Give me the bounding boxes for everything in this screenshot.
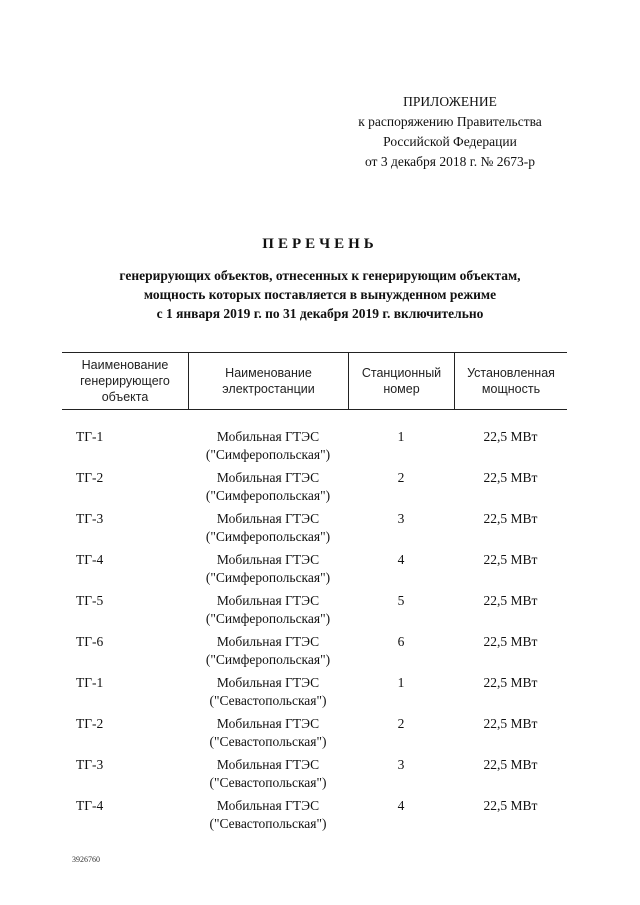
- cell-power-text: 22,5 МВт: [483, 757, 538, 772]
- header-text: Станционный: [361, 366, 442, 380]
- cell-object: [62, 797, 188, 838]
- cell-object-text: ТГ-1: [76, 675, 104, 690]
- table-row: [62, 469, 567, 510]
- cell-plant-text: ("Севастопольская"): [209, 775, 327, 790]
- cell-object: [62, 715, 188, 756]
- cell-plant: [188, 715, 348, 756]
- cell-station-number-text: 1: [397, 429, 405, 444]
- cell-power: [454, 428, 567, 469]
- cell-plant: [188, 592, 348, 633]
- table-row: [62, 592, 567, 633]
- cell-station-number-text: 4: [397, 552, 405, 567]
- table-row: [62, 715, 567, 756]
- document-subtitle: [40, 266, 600, 323]
- cell-power: [454, 469, 567, 510]
- cell-station-number-text: 6: [397, 634, 405, 649]
- subtitle-line-1: генерирующих объектов, отнесенных к генерирующим объектам,: [119, 268, 521, 283]
- header-text: Установленная: [467, 366, 555, 380]
- cell-object-text: ТГ-5: [76, 593, 104, 608]
- cell-power-text: 22,5 МВт: [483, 716, 538, 731]
- cell-object: [62, 428, 188, 469]
- cell-plant-text: Мобильная ГТЭС: [216, 429, 320, 444]
- cell-power: [454, 797, 567, 838]
- cell-plant-text: ("Симферопольская"): [205, 652, 331, 667]
- cell-station-number: [348, 510, 454, 551]
- cell-plant-text: ("Севастопольская"): [209, 816, 327, 831]
- cell-plant: [188, 428, 348, 469]
- cell-plant-text: Мобильная ГТЭС: [216, 675, 320, 690]
- cell-object-text: ТГ-2: [76, 470, 104, 485]
- cell-object: [62, 633, 188, 674]
- cell-power-text: 22,5 МВт: [483, 511, 538, 526]
- cell-power: [454, 510, 567, 551]
- cell-power: [454, 551, 567, 592]
- cell-plant-text: Мобильная ГТЭС: [216, 511, 320, 526]
- cell-power: [454, 674, 567, 715]
- header-object-name: [62, 353, 188, 409]
- cell-power: [454, 633, 567, 674]
- cell-object-text: ТГ-2: [76, 716, 104, 731]
- header-text: номер: [383, 382, 420, 396]
- cell-plant-text: ("Симферопольская"): [205, 611, 331, 626]
- subtitle-line-3: с 1 января 2019 г. по 31 декабря 2019 г. включительно: [156, 306, 484, 321]
- cell-power-text: 22,5 МВт: [483, 634, 538, 649]
- cell-power-text: 22,5 МВт: [483, 593, 538, 608]
- header-plant-name: [188, 353, 348, 409]
- cell-plant: [188, 756, 348, 797]
- cell-station-number: [348, 428, 454, 469]
- cell-station-number: [348, 674, 454, 715]
- header-text: генерирующего: [80, 374, 170, 388]
- cell-plant-text: Мобильная ГТЭС: [216, 470, 320, 485]
- cell-object: [62, 551, 188, 592]
- appendix-label: ПРИЛОЖЕНИЕ: [403, 94, 497, 109]
- cell-plant: [188, 633, 348, 674]
- cell-object: [62, 592, 188, 633]
- appendix-block: [330, 92, 570, 172]
- cell-station-number: [348, 592, 454, 633]
- cell-plant-text: ("Симферопольская"): [205, 529, 331, 544]
- table-row: [62, 428, 567, 469]
- cell-object-text: ТГ-3: [76, 757, 104, 772]
- document-title: ПЕРЕЧЕНЬ: [262, 236, 378, 252]
- header-installed-power: [454, 353, 567, 409]
- cell-object-text: ТГ-4: [76, 798, 104, 813]
- cell-power-text: 22,5 МВт: [483, 798, 538, 813]
- table-header: [62, 352, 567, 410]
- subtitle-line-2: мощность которых поставляется в вынужденном режиме: [143, 287, 497, 302]
- cell-plant-text: ("Симферопольская"): [205, 570, 331, 585]
- document-number: 3926760: [72, 855, 100, 864]
- cell-object: [62, 756, 188, 797]
- table-row: [62, 756, 567, 797]
- cell-plant-text: ("Севастопольская"): [209, 693, 327, 708]
- cell-station-number-text: 2: [397, 716, 405, 731]
- cell-station-number: [348, 633, 454, 674]
- cell-station-number: [348, 551, 454, 592]
- header-text: объекта: [101, 390, 149, 404]
- cell-station-number-text: 1: [397, 675, 405, 690]
- cell-power: [454, 592, 567, 633]
- cell-station-number-text: 3: [397, 511, 405, 526]
- cell-object-text: ТГ-4: [76, 552, 104, 567]
- cell-station-number: [348, 797, 454, 838]
- cell-station-number: [348, 756, 454, 797]
- table-body: [62, 428, 567, 838]
- cell-plant-text: Мобильная ГТЭС: [216, 593, 320, 608]
- cell-plant-text: Мобильная ГТЭС: [216, 552, 320, 567]
- cell-object: [62, 469, 188, 510]
- cell-power-text: 22,5 МВт: [483, 675, 538, 690]
- header-station-number: [348, 353, 454, 409]
- cell-plant-text: ("Симферопольская"): [205, 488, 331, 503]
- cell-object: [62, 510, 188, 551]
- header-text: Наименование: [225, 366, 312, 380]
- cell-plant: [188, 797, 348, 838]
- cell-object-text: ТГ-3: [76, 511, 104, 526]
- table-row: [62, 797, 567, 838]
- cell-station-number-text: 4: [397, 798, 405, 813]
- cell-plant-text: Мобильная ГТЭС: [216, 716, 320, 731]
- cell-power-text: 22,5 МВт: [483, 552, 538, 567]
- appendix-date-number: от 3 декабря 2018 г. № 2673-р: [364, 154, 536, 169]
- table-row: [62, 551, 567, 592]
- cell-station-number: [348, 715, 454, 756]
- table-row: [62, 510, 567, 551]
- cell-power: [454, 756, 567, 797]
- header-text: электростанции: [222, 382, 315, 396]
- cell-power-text: 22,5 МВт: [483, 470, 538, 485]
- cell-object-text: ТГ-1: [76, 429, 104, 444]
- header-text: мощность: [481, 382, 541, 396]
- cell-power-text: 22,5 МВт: [483, 429, 538, 444]
- table-row: [62, 674, 567, 715]
- cell-object: [62, 674, 188, 715]
- appendix-order-ref: к распоряжению Правительства: [358, 114, 542, 129]
- cell-station-number-text: 3: [397, 757, 405, 772]
- cell-plant-text: ("Симферопольская"): [205, 447, 331, 462]
- header-text: Наименование: [81, 358, 169, 372]
- cell-plant-text: Мобильная ГТЭС: [216, 634, 320, 649]
- cell-station-number-text: 2: [397, 470, 405, 485]
- cell-plant: [188, 674, 348, 715]
- appendix-authority: Российской Федерации: [383, 134, 517, 149]
- cell-power: [454, 715, 567, 756]
- cell-plant: [188, 469, 348, 510]
- cell-station-number-text: 5: [397, 593, 405, 608]
- cell-plant: [188, 510, 348, 551]
- cell-station-number: [348, 469, 454, 510]
- cell-plant-text: Мобильная ГТЭС: [216, 798, 320, 813]
- cell-object-text: ТГ-6: [76, 634, 104, 649]
- cell-plant-text: ("Севастопольская"): [209, 734, 327, 749]
- table-row: [62, 633, 567, 674]
- cell-plant: [188, 551, 348, 592]
- cell-plant-text: Мобильная ГТЭС: [216, 757, 320, 772]
